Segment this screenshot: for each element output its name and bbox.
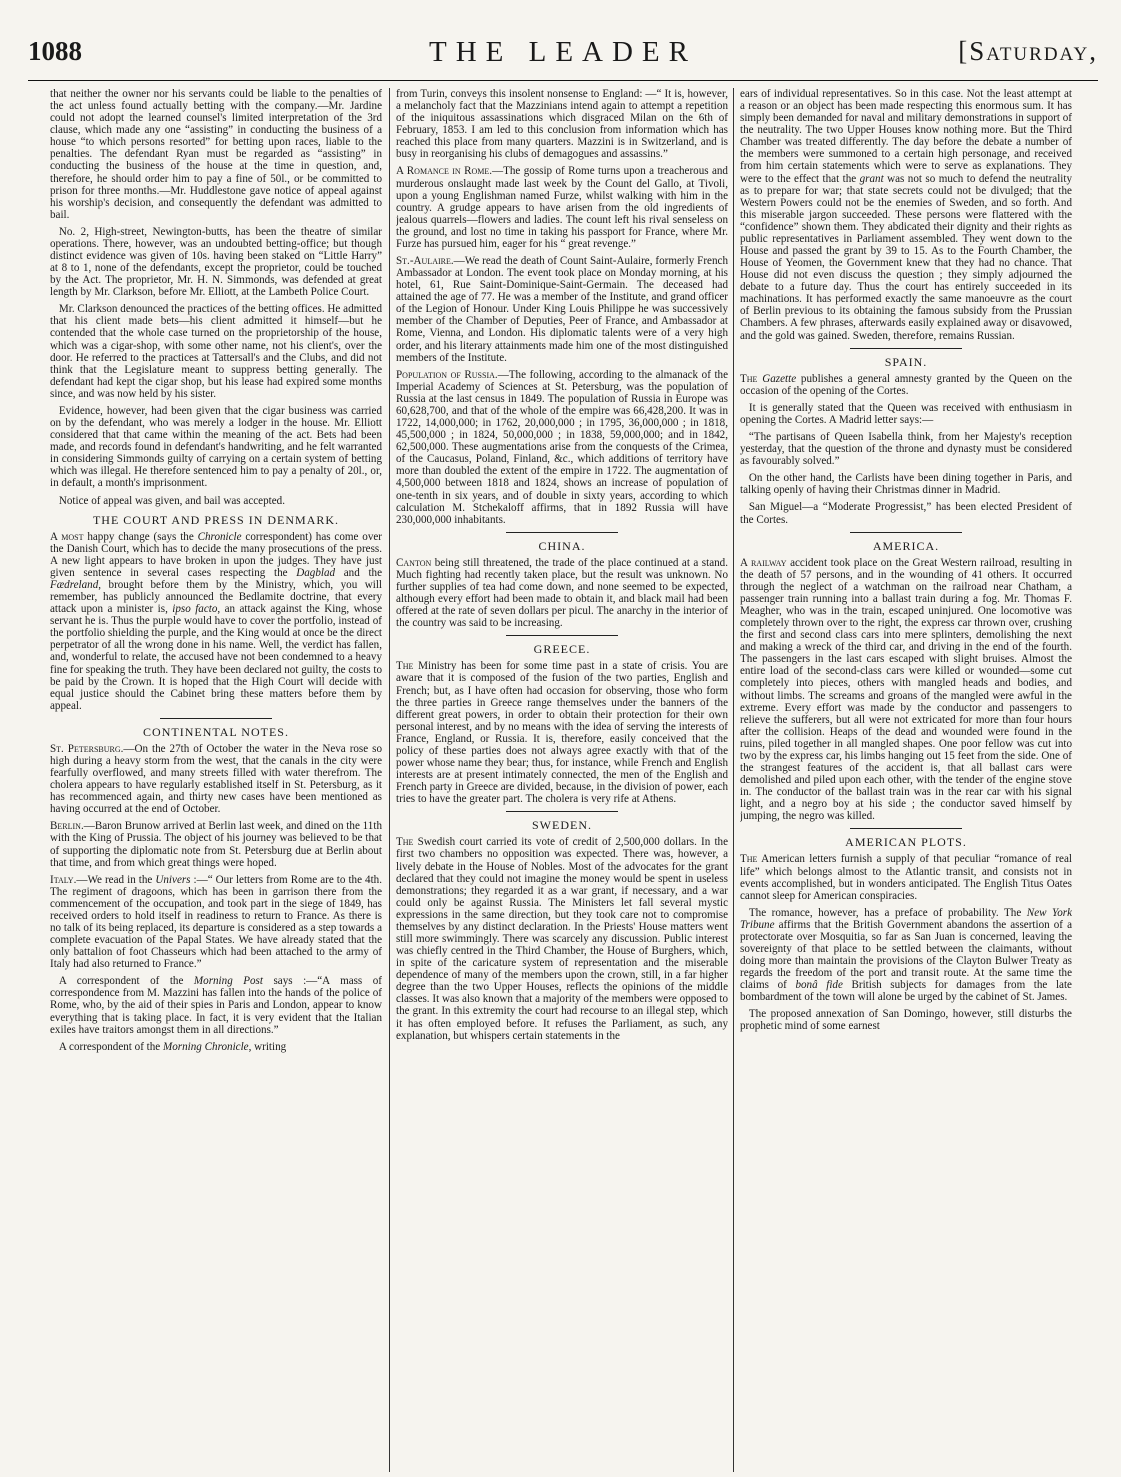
text: —The gossip of Rome turns upon a treacherous and murderous onslaught made last week by the Count del Gallo, at Tivoli, upon a young Englishman named Furze, whilst walking with him in the country. A grudge appears to have arisen from the old ingredients of jealous quarrels—flowers and ladies. The count left his rival senseless on the ground, and lost no time in taking his passport for France, where Mr. Furze has pursued him, eager for his “ great revenge.” — [396, 165, 728, 250]
paragraph: Notice of appeal was given, and bail was accepted. — [58, 494, 285, 507]
publication-name: Morning Chronicle — [163, 1040, 249, 1053]
lead-words: A Romance in Rome. — [396, 165, 493, 178]
text: and the — [335, 566, 382, 579]
publication-name: Chronicle — [197, 530, 242, 543]
paragraph: The proposed annexation of San Domingo, however, still disturbs the prophetic mind of some earnest — [740, 1008, 1072, 1033]
masthead-day: [Saturday, — [958, 36, 1098, 66]
lead-words: The — [396, 836, 414, 849]
paragraph — [50, 531, 382, 712]
paragraph: No. 2, High-street, Newington-butts, has been the theatre of similar operations. There, however, was an undoubted betting-office; but though distinct evidence was given of 10s. having been staked on “Little Harry” at 8 to 1, none of the defendants, except the proprietor, could be touched by the Act. The proprietor, Mr. H. N. Simmonds, was defended at great length by Mr. Clarkson, before Mr. Elliott, at the Lambeth Police Court. — [50, 225, 382, 299]
text: was not so much to defend the neutrality as to prepare for war; that state secrets could not be divulged; that the Western Powers could not be the enemies of Sweden, and so forth. And this miserable jargon succeeded. These persons were flattered with the “confidence” shown them. They abdicated their dignity and their rights as public representatives in Parliament assembled. They went down to the House and passed the grant by 39 to 15. As to the Fourth Chamber, the House of Yeomen, the Government knew that they had no chance. That House did not even discuss the question ; they simply adjourned the debate to a future day. Thus the court has entirely succeeded in its machinations. It has performed exactly the same manoeuvre as the court of Berlin previous to its obtaining the famous subsidy from the Prussian Chambers. A few phrases, afterwards easily explained away or disavowed, and the gold was gained. Sweden, therefore, remains Russian. — [740, 172, 1072, 342]
text: A correspondent of the — [58, 1040, 164, 1053]
text: —We read in the — [76, 873, 156, 886]
text: correspondent) has come over the Danish Court, which has to decide the many prosecutions of the press. A new light appears to have broken in upon the judges. They have just given sentence in several cases respecting the — [50, 530, 382, 579]
lead-words: Italy. — [50, 873, 77, 886]
paragraph — [396, 255, 728, 364]
paragraph — [740, 853, 1072, 901]
paragraph: It is generally stated that the Queen was received with enthusiasm in opening the Cortes. A Madrid letter says:— — [740, 401, 1072, 426]
paragraph: Evidence, however, had been given that the cigar business was carried on by the defendant, who was merely a lodger in the house. Mr. Elliott considered that that came within the meaning of the act. Bets had been made, and records found in defendant's handwriting, and he felt warranted in considering Simmonds guilty of carrying on a certain system of betting which was illegal. He therefore sentenced him to pay a penalty of 20l., or, in default, a month's imprisonment. — [50, 404, 382, 490]
text: British subjects for damages from the late bombardment of the town will alone be urged by the cabinet of St. James. — [740, 979, 1072, 1004]
text: being still threatened, the trade of the place continued at a stand. Much fighting had recently taken place, but the result was unknown. No further supplies of tea had come down, and none seemed to be expected, although every effort had been made to obtain it, and black mail had been offered at the rate of seven dollars per picul. The anarchy in the interior of the country was said to be increasing. — [396, 556, 728, 630]
paragraph — [740, 88, 1072, 342]
paragraph: from Turin, conveys this insolent nonsense to England: —“ It is, however, a melancholy fact that the Mazzinians intend again to attempt a repetition of the iniquitous assassinations which disgraced Milan on the 6th of February, 1853. I am led to this conclusion from information which has reached this place from many quarters. Mazzini is in Switzerland, and is busy in reorganising his clubs of demagogues and assassins.” — [396, 88, 728, 161]
text: , an attack against the King, whose servant he is. Thus the purple would have to cover the portfolio, instead of the portfolio shielding the purple, and the King would at once be the direct perpetrator of all the wrong done in his name. Well, the verdict has fallen, and, wonderful to relate, the accused have not been condemned to a heavy fine for speaking the truth. They have been declared not guilty, the costs to be paid by the Crown. It is hoped that the High Court will decide with equal justice should the Cabinet bring these matters before them by appeal. — [50, 603, 382, 712]
text: Ministry has been for some time past in a state of crisis. You are aware that it is composed of the fusion of the two parties, English and French; but, as I have often had occasion for observing, those who form the three parties in Greece range themselves under the banners of the different great powers, in order to obtain their protection for their own personal interest, and by no means with the idea of serving the interests of France, England, or Russia. It is, therefore, easily conceived that the policy of these parties does not always agree exactly with that of the power whose name they bear; thus, for instance, while French and English interests are at present intimately connected, the men of the English and French party in Greece are divided, because, in the division of power, each tries to have the greater part. The cholera is very rife at Athens. — [396, 660, 728, 806]
paragraph: “The partisans of Queen Isabella think, from her Majesty's reception yesterday, that the question of the throne and dynasty must be considered as favourably solved.” — [740, 431, 1072, 468]
publication-name: Gazette — [762, 372, 797, 385]
lead-words: Canton — [396, 556, 432, 569]
text: —We read the death of Count Saint-Aulaire, formerly French Ambassador at London. The event took place on Monday morning, at his hotel, 61, Rue Saint-Dominique-Saint-Germain. The deceased had attained the age of 77. He was a member of the Institute, and grand officer of the Legion of Honour. Under King Louis Philippe he was successively member of the Chamber of Deputies, Peer of France, and Ambassador at Rome, Vienna, and London. His diplomatic talents were of a very high order, and his literary attainments made him one of the most distinguished members of the Institute. — [396, 255, 728, 364]
text: affirms that the British Government abandons the assertion of a protectorate over Mosquitia, so far as San Juan is concerned, leaving the sovereignty of that place to be settled between the claimants, without doing more than maintain the provisions of the Clayton Bulwer Treaty as regards the freedom of the port and transit route. At the same time the claims of — [740, 918, 1072, 992]
publication-name: Morning Post — [193, 975, 263, 988]
text: happy change (says the — [83, 530, 198, 543]
column-3 — [740, 88, 1072, 1472]
emphasis: grant — [859, 172, 884, 185]
text: :—“ Our letters from Rome are to the 4th. The regiment of dragoons, which has been in garrison there from the commencement of the occupation, and took part in the siege of 1849, has received orders to hold itself in readiness to return to France. As there is no talk of its being replaced, its departure is considered as a step towards a complete evacuation of the Papal States. We have already stated that the only battalion of foot Chasseurs which had been attached to the army of Italy had also returned to France.” — [50, 873, 382, 971]
paragraph — [396, 836, 728, 1041]
text: ears of individual representatives. So in this case. Not the least attempt at a reason or an object has been made respecting this enormous sum. It has simply been demanded for naval and military demonstrations in support of the neutrality. The two Upper Houses know nothing more. But the Third Chamber was treated differently. The day before the debate a number of the members were summoned to a certain high personage, and received from him certain statements which were to serve as explanations. They were to the effect that the — [740, 88, 1072, 185]
publication-name: Fædreland — [50, 578, 99, 591]
section-heading: AMERICAN PLOTS. — [845, 835, 967, 850]
text: , writing — [248, 1040, 287, 1053]
page-number: 1088 — [28, 36, 82, 66]
section-heading: SPAIN. — [884, 354, 928, 369]
text: says :—“A mass of correspondence from M. Mazzini has fallen into the hands of the police of Rome, who, by the aid of their spies in Paris and London, appear to know everything that is taking place. In fact, it is very evident that the Italian exiles have traitors amongst them in all directions.” — [50, 975, 382, 1036]
column-rule — [389, 88, 390, 1472]
paragraph — [740, 907, 1072, 1004]
section-divider — [506, 532, 618, 533]
section-heading: THE COURT AND PRESS IN DENMARK. — [92, 512, 340, 527]
text: Swedish court carried its vote of credit of 2,500,000 dollars. In the first two chambers no opposition was expected. There was, however, a lively debate in the House of Nobles. Most of the advocates for the grant declared that they could not imagine the money would be spent in useless demonstrations; they regarded it as a war grant, if necessary, and a war could only be against Russia. The Ministers let fall several mystic expressions in the same direction, but they took care not to compromise themselves by any distinct declaration. In the Priests' House matters went still more swimmingly. There was scarcely any discussion. Public interest was chiefly centred in the Third Chamber, the House of Burghers, which, in spite of the caricature system of representation and the miserable dependence of many of the members upon the crown, still, in a far higher degree than the two Upper Houses, reflects the opinions of the middle classes. It was also known that a majority of the members were opposed to the grant. In this extremity the court had recourse to an illegal step, which it has often employed before. It refuses the Parliament, as such, any explanation, but whispers certain statements in the — [396, 836, 728, 1042]
latin-phrase: ipso facto — [172, 603, 218, 616]
paragraph — [396, 660, 728, 805]
newspaper-title: THE LEADER — [429, 36, 697, 68]
text: accident took place on the Great Western railroad, resulting in the death of 57 persons, and in the wounding of 41 others. It occurred through the neglect of a watchman on the railroad near Chatham, a passenger train running into a ballast train during a fog. Mr. Thomas F. Meagher, who was in the train, escaped uninjured. One locomotive was completely thrown over to the right, the express car thrown over, crushing the first and second class cars into mere splinters, demolishing the next and making a wreck of the third car, and driving in the end of the fourth. The passengers in the last cars escaped with slight bruises. Almost the entire load of the second-class cars were killed or wounded—some cut completely into pieces, others with mangled heads and bodies, and without limbs. The screams and groans of the mangled were awful in the extreme. Every effort was made by the conductor and passengers to relieve the sufferers, but all were not extricated for more than four hours after the collision. Heaps of the dead and wounded were found in the ruins, piled together in all mangled shapes. One poor fellow was cut into two by the express car, his limbs hanging out 15 feet from the side. One of the strangest features of the accident is, that all ballast cars were demolished and piled upon each other, with the tender of the engine stove in. The conductor of the ballast train was in the rear car with his signal light, and a negro boy at his side ; the conductor saved himself by jumping, the negro was killed. — [740, 556, 1072, 823]
paragraph — [50, 743, 382, 815]
section-divider — [850, 532, 962, 533]
text: A correspondent of the — [58, 975, 194, 988]
column-1 — [50, 88, 382, 1472]
paragraph — [396, 165, 728, 250]
publication-name: New York Tribune — [740, 906, 1072, 931]
paragraph — [50, 820, 382, 868]
section-divider — [506, 811, 618, 812]
paragraph: On the other hand, the Carlists have been dining together in Paris, and talking openly of having their Christmas dinner in Madrid. — [740, 472, 1072, 497]
masthead — [28, 36, 1098, 81]
lead-words: A railway — [740, 556, 787, 569]
section-divider — [506, 635, 618, 636]
section-heading: AMERICA. — [872, 538, 940, 553]
text: —The following, according to the almanack of the Imperial Academy of Sciences at St. Petersburg, was the population of Russia at the last census in 1849. The population of Russia in Europe was 60,628,700, and that of the whole of the empire was 66,428,200. It was in 1722, 14,000,000; in 1762, 20,000,000 ; in 1795, 36,000,000 ; in 1818, 45,500,000 ; in 1824, 50,000,000 ; in 1838, 59,000,000; and in 1842, 62,500,000. These augmentations arise from the conquests of the Crimea, of the Caucasus, Poland, Finland, &c., which additions of territory have more than doubled the extent of the empire in 1722. The augmentation of 4,500,000 between 1818 and 1824, shows an increase of population of one-tenth in six years, and of double in sixty years, according to which calculation M. Stchekaloff affirms, that in 1892 Russia will have 230,000,000 inhabitants. — [396, 368, 728, 526]
text: publishes a general amnesty granted by the Queen on the occasion of the opening of the Cortes. — [740, 372, 1072, 397]
text: , brought before them by the Ministry, which, you will remember, has publicly announced the Bedlamite doctrine, that every attack upon a minister is, — [50, 578, 382, 616]
paragraph: San Miguel—a “Moderate Progressist,” has been elected President of the Cortes. — [740, 501, 1072, 526]
section-divider — [850, 348, 962, 349]
lead-words: Population of Russia. — [396, 368, 498, 381]
section-divider — [850, 828, 962, 829]
paragraph — [50, 1041, 382, 1053]
text: —Baron Brunow arrived at Berlin last week, and dined on the 11th with the King of Prussia. The object of his journey was believed to be that of supporting the diplomatic note from St. Petersburg due at Berlin about that time, and from which great things were hoped. — [50, 820, 382, 869]
text: American letters furnish a supply of that peculiar “romance of real life” which belongs almost to the Atlantic transit, and consists not in events accomplished, but in wonders anticipated. The English Titus Oates cannot sleep for American conspiracies. — [740, 853, 1072, 902]
text: The romance, however, has a preface of probability. The — [748, 906, 1027, 919]
paragraph — [740, 557, 1072, 823]
paragraph: that neither the owner nor his servants could be liable to the penalties of the act unless found actually betting with the company.—Mr. Jardine could not adopt the learned counsel's limited interpretation of the 3rd clause, which made any one “assisting” in conducting the business of a house “to which persons resorted” for betting upon races, liable to the penalties. The defendant Ryan must be regarded as “assisting” in conducting the business of the house at the time in question, and, therefore, he should order him to pay a fine of 50l., or be committed to prison for three months.—Mr. Huddlestone gave notice of appeal against his worship's decision, and consequently the defendant was admitted to bail. — [50, 88, 382, 221]
section-heading: GREECE. — [533, 642, 591, 657]
paragraph — [396, 369, 728, 526]
section-heading: CHINA. — [538, 538, 586, 553]
section-heading: SWEDEN. — [532, 818, 592, 833]
section-heading: CONTINENTAL NOTES. — [143, 724, 289, 739]
paragraph — [396, 557, 728, 629]
lead-words: The — [396, 660, 414, 673]
lead-words: The — [740, 853, 758, 866]
column-rule — [733, 88, 734, 1472]
lead-words: St.-Aulaire. — [396, 255, 454, 268]
publication-name: Dagblad — [296, 566, 336, 579]
lead-words: Berlin. — [50, 820, 84, 833]
paragraph — [50, 874, 382, 971]
lead-words: The — [740, 372, 758, 385]
latin-phrase: bonâ fide — [795, 979, 843, 992]
paragraph: Mr. Clarkson denounced the practices of the betting offices. He admitted that his client made bets—his client admitted it himself—but he contended that the whole case turned on the proprietorship of the house, which was a cigar-shop, with some other name, not his client's, over the door. He referred to the practices at Tattersall's and the Clubs, and did not think that the Legislature meant to suppress betting generally. The defendant had kept the cigar shop, but his lease had expired some months since, and was now held by his sister. — [50, 303, 382, 400]
lead-words: A most — [50, 530, 84, 543]
lead-words: St. Petersburg. — [50, 742, 124, 755]
publication-name: Univers — [155, 873, 191, 886]
paragraph — [740, 373, 1072, 397]
paragraph — [50, 975, 382, 1035]
text: —On the 27th of October the water in the Neva rose so high during a heavy storm from the west, that the canals in the city were fearfully overflowed, and many streets filled with water therefrom. The cholera appears to have regularly established itself in St. Petersburg, as it has recommenced again, and thirty new cases have been mentioned as having occurred at the end of October. — [50, 742, 382, 816]
section-divider — [160, 718, 272, 719]
column-2 — [396, 88, 728, 1472]
